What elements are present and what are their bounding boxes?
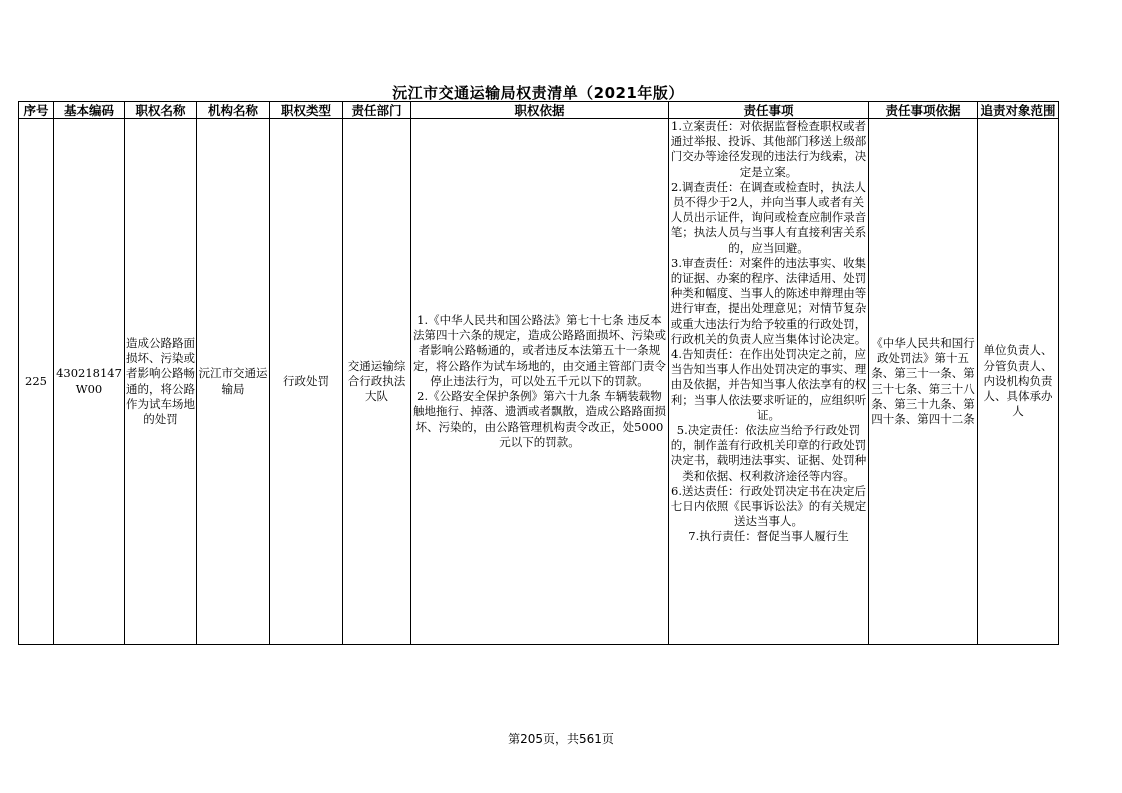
- header-power-type: 职权类型: [270, 102, 343, 119]
- header-basis: 职权依据: [411, 102, 669, 119]
- duty-item: 6.送达责任：行政处罚决定书在决定后七日内依照《民事诉讼法》的有关规定送达当事人。: [670, 483, 867, 529]
- cell-power-name: 造成公路路面损坏、污染或者影响公路畅通的，将公路作为试车场地的处罚: [125, 119, 197, 645]
- header-department: 责任部门: [343, 102, 411, 119]
- cell-accountability: 单位负责人、分管负责人、内设机构负责人、具体承办人: [978, 119, 1059, 645]
- cell-department: 交通运输综合行政执法大队: [343, 119, 411, 645]
- header-duty-basis: 责任事项依据: [869, 102, 978, 119]
- cell-seq: 225: [19, 119, 54, 645]
- cell-code: 430218147W00: [54, 119, 125, 645]
- basis-item: 2.《公路安全保护条例》第六十九条 车辆装载物触地拖行、掉落、遗洒或者飘散，造成公路路面损坏、污染的，由公路管理机构责令改正，处5000元以下的罚款。: [413, 389, 666, 449]
- page-title: 沅江市交通运输局权责清单（2021年版）: [392, 84, 684, 102]
- header-accountability: 追责对象范围: [978, 102, 1059, 119]
- cell-duty-basis: 《中华人民共和国行政处罚法》第十五条、第三十一条、第三十七条、第三十八条、第三十九条、第四十条、第四十二条: [869, 119, 978, 645]
- cell-power-type: 行政处罚: [270, 119, 343, 645]
- duty-item: 7.执行责任：督促当事人履行生: [688, 529, 849, 544]
- header-org-name: 机构名称: [197, 102, 270, 119]
- cell-duties: [669, 119, 869, 645]
- page-footer: 第205页，共561页: [508, 732, 614, 746]
- header-duties: 责任事项: [669, 102, 869, 119]
- duty-item: 5.决定责任：依法应当给予行政处罚的，制作盖有行政机关印章的行政处罚决定书，载明违法事实、证据、处罚种类和依据、权利救济途径等内容。: [670, 423, 867, 483]
- cell-org-name: 沅江市交通运输局: [197, 119, 270, 645]
- table-row: [19, 119, 1059, 645]
- header-power-name: 职权名称: [125, 102, 197, 119]
- duty-item: 2.调查责任：在调查或检查时，执法人员不得少于2人，并向当事人或者有关人员出示证件，询问或检查应制作录音笔；执法人员与当事人有直接利害关系的，应当回避。: [670, 179, 867, 255]
- duty-item: 3.审查责任：对案件的违法事实、收集的证据、办案的程序、法律适用、处罚种类和幅度、当事人的陈述申辩理由等进行审查，提出处理意见；对情节复杂或重大违法行为给予较重的行政处罚，行政机关的负责人应当集体讨论决定。: [670, 255, 867, 346]
- header-seq: 序号: [19, 102, 54, 119]
- duty-item: 1.立案责任：对依据监督检查职权或者通过举报、投诉、其他部门移送上级部门交办等途径发现的违法行为线索，决定是立案。: [670, 119, 867, 179]
- responsibility-table: [18, 101, 1059, 645]
- header-code: 基本编码: [54, 102, 125, 119]
- duty-item: 4.告知责任：在作出处罚决定之前，应当告知当事人作出处罚决定的事实、理由及依据，并告知当事人依法享有的权利；当事人依法要求听证的，应组织听证。: [670, 347, 867, 422]
- table-header-row: [19, 102, 1059, 119]
- basis-item: 1.《中华人民共和国公路法》第七十七条 违反本法第四十六条的规定，造成公路路面损坏、污染或者影响公路畅通的，或者违反本法第五十一条规定，将公路作为试车场地的，由交通主管部门责令停止违法行为，可以处五千元以下的罚款。: [413, 313, 666, 388]
- cell-basis: [411, 119, 669, 645]
